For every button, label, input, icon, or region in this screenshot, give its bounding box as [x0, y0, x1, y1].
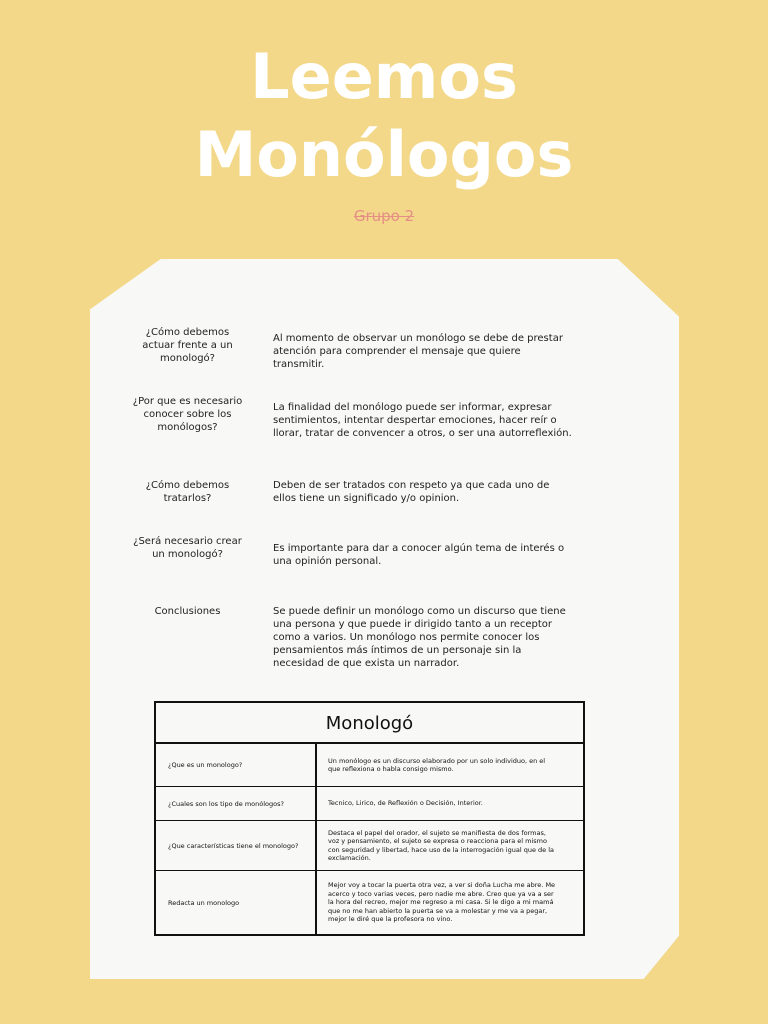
qa-answer: Se puede definir un monólogo como un discurso que tiene una persona y que puede ir dirigido tanto a un receptor como a varios. Un monólogo nos permite conocer los pensamientos más íntimos de un personaje sin la necesidad de que exista un narrador.	[273, 606, 566, 669]
table-cell-question: ¿Cuales son los tipo de monólogos?	[156, 787, 317, 820]
qa-question: ¿Será necesario crear un monologó?	[133, 536, 242, 560]
qa-answer: Deben de ser tratados con respeto ya que cada uno de ellos tiene un significado y/o opinion.	[273, 480, 550, 504]
table-cell-answer: Tecnico, Lirico, de Reflexión o Decisión, Interior.	[328, 799, 483, 808]
table-cell-question: ¿Que características tiene el monologo?	[156, 821, 317, 870]
table-row	[156, 744, 583, 787]
title-line-2: Monólogos	[194, 118, 574, 191]
table-cell-question: Redacta un monologo	[156, 871, 317, 934]
page-title	[0, 38, 768, 194]
qa-question: ¿Cómo debemos actuar frente a un monologó?	[142, 327, 233, 364]
table-title: Monologó	[156, 703, 583, 744]
table-cell-question: ¿Que es un monologo?	[156, 744, 317, 786]
qa-answer: La finalidad del monólogo puede ser informar, expresar sentimientos, intentar despertar emociones, hacer reír o llorar, tratar de convencer a otros, o ser una autorreflexión.	[273, 402, 572, 439]
table-row	[156, 787, 583, 821]
page-subtitle: Grupo 2	[353, 207, 415, 225]
monologue-table	[154, 701, 585, 936]
qa-answer: Es importante para dar a conocer algún tema de interés o una opinión personal.	[273, 543, 565, 567]
qa-question: ¿Por que es necesario conocer sobre los monólogos?	[132, 396, 243, 433]
qa-answer: Al momento de observar un monólogo se debe de prestar atención para comprender el mensaje que quiere transmitir.	[273, 333, 563, 370]
table-cell-answer: Un monólogo es un discurso elaborado por un solo individuo, en el que reflexiona o habla consigo mismo.	[328, 756, 546, 773]
qa-question: Conclusiones	[154, 606, 221, 617]
title-line-1: Leemos	[250, 40, 518, 113]
table-row	[156, 821, 583, 871]
table-row	[156, 871, 583, 934]
table-cell-answer: Destaca el papel del orador, el sujeto se manifiesta de dos formas, voz y pensamiento, el sujeto se expresa o reacciona para el mismo con seguridad y libertad, hace uso de la interrogación igual que de la exclamación.	[328, 828, 554, 862]
table-cell-answer: Mejor voy a tocar la puerta otra vez, a ver si doña Lucha me abre. Me acerco y toco varias veces, pero nadie me abre. Creo que ya va a ser la hora del recreo, mejor me regreso a mi casa. Si le digo a mi mamá que no me han abierto la puerta se va a molestar y me va a pegar, mejor le diré que la profesora no vino.	[328, 881, 556, 924]
qa-question: ¿Cómo debemos tratarlos?	[145, 480, 230, 504]
